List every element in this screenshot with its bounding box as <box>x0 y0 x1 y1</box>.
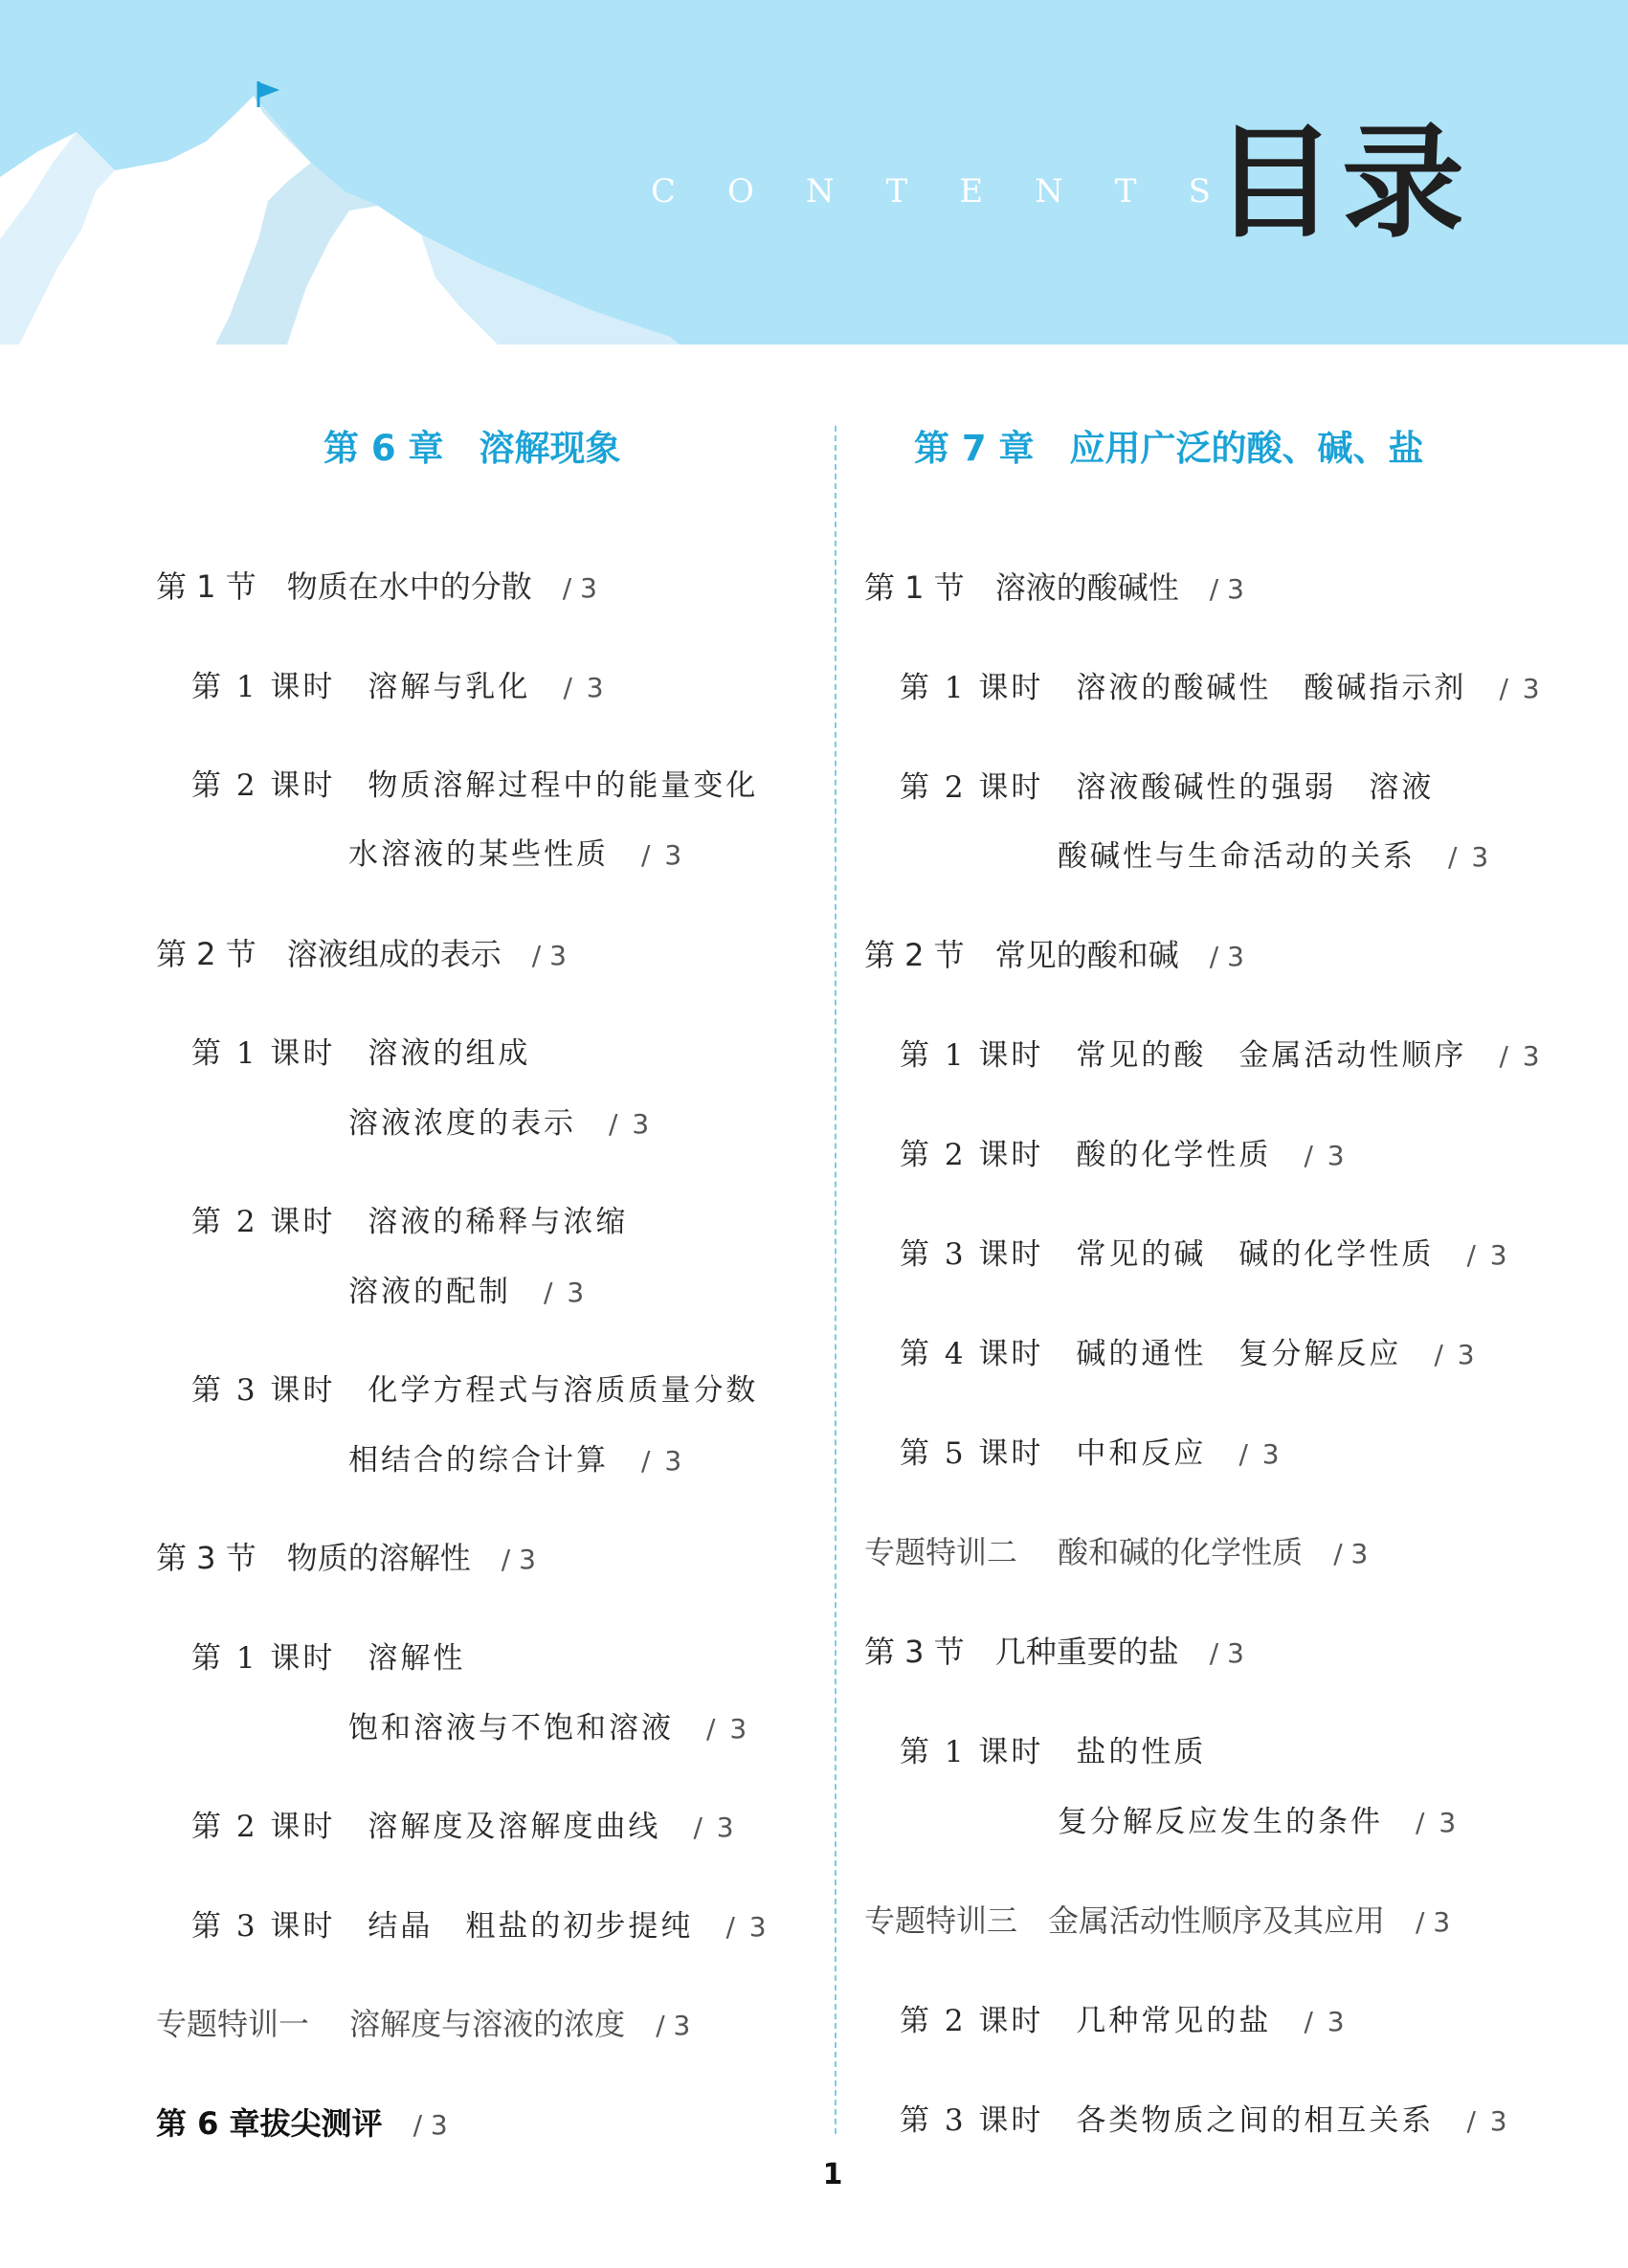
page-number: 1 <box>822 2158 843 2191</box>
toc-entry[interactable]: 第 3 课时 结晶 粗盐的初步提纯 / 3 <box>191 1909 769 1944</box>
toc-entry[interactable]: 第 2 节 溶液组成的表示 / 3 <box>156 936 567 972</box>
toc-entry[interactable]: 第 1 课时 溶解性 <box>191 1641 466 1676</box>
toc-entry[interactable]: 第 2 课时 酸的化学性质 / 3 <box>900 1138 1348 1172</box>
toc-entry[interactable]: 第 2 课时 几种常见的盐 / 3 <box>900 2004 1348 2038</box>
toc-entry[interactable]: 第 3 课时 各类物质之间的相互关系 / 3 <box>900 2103 1510 2138</box>
column-divider <box>835 426 836 2134</box>
toc-entry-continued[interactable]: 溶液的配制 / 3 <box>348 1275 588 1309</box>
contents-subtitle: CONTENTS <box>651 172 1262 211</box>
toc-entry[interactable]: 第 2 节 常见的酸和碱 / 3 <box>864 937 1244 973</box>
toc-entry-test[interactable]: 第 6 章拔尖测评 / 3 <box>156 2105 448 2142</box>
toc-entry[interactable]: 第 1 课时 溶解与乳化 / 3 <box>191 670 607 704</box>
toc-entry-special[interactable]: 专题特训三 金属活动性顺序及其应用 / 3 <box>864 1902 1451 1939</box>
header-banner <box>0 0 1628 345</box>
toc-entry[interactable]: 第 5 课时 中和反应 / 3 <box>900 1436 1282 1471</box>
toc-entry[interactable]: 第 3 节 几种重要的盐 / 3 <box>864 1634 1244 1670</box>
toc-entry[interactable]: 第 1 节 物质在水中的分散 / 3 <box>156 568 597 605</box>
toc-entry[interactable]: 第 1 课时 溶液的酸碱性 酸碱指示剂 / 3 <box>900 671 1543 705</box>
toc-entry[interactable]: 第 2 课时 溶解度及溶解度曲线 / 3 <box>191 1810 737 1844</box>
toc-entry[interactable]: 第 2 课时 溶液的稀释与浓缩 <box>191 1205 629 1239</box>
toc-entry[interactable]: 第 3 课时 化学方程式与溶质质量分数 <box>191 1373 759 1408</box>
toc-entry-continued[interactable]: 溶液浓度的表示 / 3 <box>348 1106 653 1141</box>
toc-entry[interactable]: 第 3 课时 常见的碱 碱的化学性质 / 3 <box>900 1237 1510 1272</box>
toc-entry[interactable]: 第 1 课时 常见的酸 金属活动性顺序 / 3 <box>900 1038 1543 1073</box>
toc-entry-continued[interactable]: 饱和溶液与不饱和溶液 / 3 <box>348 1711 750 1745</box>
toc-entry-continued[interactable]: 酸碱性与生命活动的关系 / 3 <box>1058 839 1492 874</box>
chapter-7-title: 第 7 章 应用广泛的酸、碱、盐 <box>914 428 1424 469</box>
flag-icon <box>259 82 279 98</box>
toc-entry[interactable]: 第 2 课时 溶液酸碱性的强弱 溶液 <box>900 770 1435 805</box>
toc-entry[interactable]: 第 1 节 溶液的酸碱性 / 3 <box>864 569 1244 606</box>
toc-entry-continued[interactable]: 水溶液的某些性质 / 3 <box>348 837 685 872</box>
toc-entry-continued[interactable]: 复分解反应发生的条件 / 3 <box>1058 1805 1460 1839</box>
toc-entry[interactable]: 第 3 节 物质的溶解性 / 3 <box>156 1540 536 1576</box>
toc-entry-special[interactable]: 专题特训一 溶解度与溶液的浓度 / 3 <box>156 2006 691 2042</box>
toc-entry[interactable]: 第 2 课时 物质溶解过程中的能量变化 <box>191 768 759 803</box>
toc-entry[interactable]: 第 1 课时 盐的性质 <box>900 1735 1207 1769</box>
chapter-6-title: 第 6 章 溶解现象 <box>323 428 621 469</box>
toc-entry-continued[interactable]: 相结合的综合计算 / 3 <box>348 1443 685 1478</box>
toc-entry-special[interactable]: 专题特训二 酸和碱的化学性质 / 3 <box>864 1534 1369 1570</box>
toc-entry[interactable]: 第 1 课时 溶液的组成 <box>191 1036 531 1071</box>
page-title: 目录 <box>1214 112 1471 255</box>
toc-entry[interactable]: 第 4 课时 碱的通性 复分解反应 / 3 <box>900 1337 1478 1371</box>
